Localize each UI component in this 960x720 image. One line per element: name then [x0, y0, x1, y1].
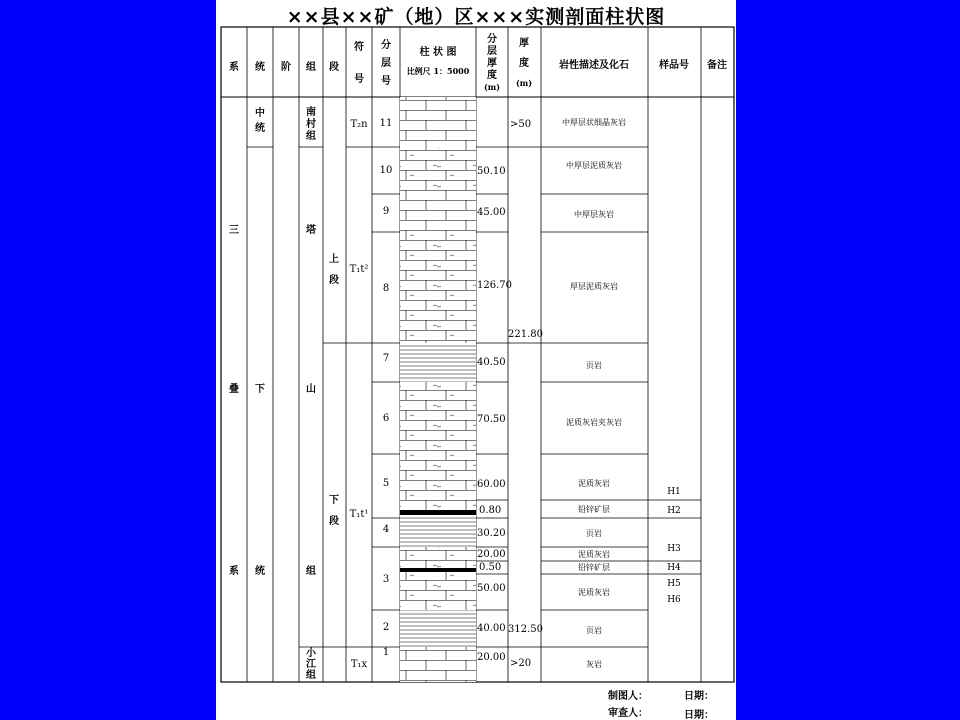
- symbol-tashan-lower: T₁t¹: [349, 509, 369, 520]
- header-layer-no: 号: [381, 76, 391, 87]
- stratigraphic-column-table: [216, 0, 736, 720]
- layer-no: 6: [382, 413, 390, 424]
- formation-nancun: 组: [306, 131, 316, 142]
- formation-xiaojiang: 江: [306, 659, 316, 670]
- layer-thickness: 30.20: [477, 528, 506, 539]
- series-lower: 统: [255, 566, 265, 577]
- layer-no: 1: [382, 647, 390, 658]
- header-thickness: 度: [519, 58, 529, 69]
- sample-no: H5: [667, 579, 681, 589]
- layer-no: 9: [382, 206, 390, 217]
- footer-reviewed-by: 审查人：: [608, 708, 648, 719]
- layer-thickness: 50.10: [477, 166, 506, 177]
- lithology-desc: 铅锌矿层: [578, 505, 610, 514]
- header-remarks: 备注: [707, 60, 727, 71]
- layer-thickness: 126.70: [477, 280, 512, 291]
- header-lithology: 岩性描述及化石: [559, 60, 629, 71]
- header-scale: 比例尺 1：5000: [406, 66, 470, 76]
- layer-thickness: 20.00: [477, 549, 506, 560]
- series-middle: 统: [255, 123, 265, 134]
- series-middle: 中: [255, 108, 265, 119]
- header-formation: 组: [306, 62, 316, 73]
- lithology-desc: 泥质灰岩: [578, 479, 610, 488]
- header-thickness: (m): [515, 78, 533, 88]
- lithology-column: [400, 97, 476, 682]
- sample-no: H3: [667, 544, 681, 554]
- header-stage: 阶: [281, 62, 291, 73]
- lithology-desc: 中厚层灰岩: [574, 210, 614, 219]
- layer-no: 10: [379, 165, 393, 176]
- formation-xiaojiang: 组: [306, 670, 316, 681]
- lithology-desc: 灰岩: [586, 660, 602, 669]
- lithology-desc: 厚层泥质灰岩: [570, 282, 618, 291]
- lithology-desc: 页岩: [586, 361, 602, 370]
- unit-thickness: >20: [510, 658, 532, 669]
- layer-no: 4: [382, 524, 390, 535]
- layer-thickness: 60.00: [477, 479, 506, 490]
- footer-date: 日期：: [684, 710, 714, 720]
- lithology-desc: 铅锌矿层: [578, 563, 610, 572]
- formation-xiaojiang: 小: [306, 648, 316, 659]
- layer-thickness: 45.00: [477, 207, 506, 218]
- header-sample-no: 样品号: [659, 60, 689, 71]
- formation-tashan: 组: [306, 566, 316, 577]
- formation-tashan: 塔: [306, 225, 316, 236]
- footer-drawn-by: 制图人：: [608, 691, 648, 702]
- ore-layer: [400, 568, 476, 572]
- header-layer-no: 分: [381, 40, 391, 51]
- formation-nancun: 南: [306, 107, 316, 118]
- header-layer-thickness: (m): [483, 82, 501, 92]
- footer-date: 日期：: [684, 691, 714, 702]
- sample-no: H6: [667, 595, 681, 605]
- header-layer-thickness: 层: [487, 46, 497, 57]
- layer-no: 5: [382, 478, 390, 489]
- member-lower: 下: [329, 495, 339, 506]
- sample-no: H4: [667, 563, 681, 573]
- member-upper: 上: [329, 254, 339, 265]
- layer-no: 8: [382, 283, 390, 294]
- member-upper: 段: [329, 275, 339, 286]
- header-symbol: 符: [354, 42, 364, 53]
- lithology-desc: 中厚层状细晶灰岩: [562, 118, 626, 127]
- symbol-nancun: T₂n: [350, 119, 368, 130]
- layer-thickness: 40.50: [477, 357, 506, 368]
- header-series: 统: [255, 62, 265, 73]
- header-member: 段: [329, 62, 339, 73]
- layer-thickness: 70.50: [477, 414, 506, 425]
- layer-no: 3: [382, 574, 390, 585]
- formation-tashan: 山: [306, 384, 316, 395]
- layer-no: 2: [382, 622, 390, 633]
- unit-thickness: 221.80: [508, 329, 543, 340]
- layer-thickness: 0.50: [479, 562, 502, 573]
- sample-no: H2: [667, 506, 681, 516]
- lithology-desc: 页岩: [586, 529, 602, 538]
- system-label: 系: [229, 566, 239, 577]
- lithology-desc: 中厚层泥质灰岩: [566, 161, 622, 170]
- lithology-desc: 页岩: [586, 626, 602, 635]
- symbol-tashan-upper: T₁t²: [349, 264, 369, 275]
- unit-thickness: 312.50: [508, 624, 543, 635]
- header-system: 系: [229, 62, 239, 73]
- header-layer-no: 层: [381, 58, 391, 69]
- layer-no: 7: [382, 353, 390, 364]
- system-label: 三: [229, 225, 239, 236]
- series-lower: 下: [255, 384, 265, 395]
- layer-thickness: 50.00: [477, 583, 506, 594]
- header-layer-thickness: 分: [487, 34, 497, 45]
- document-sheet: [216, 0, 736, 720]
- layer-thickness: 40.00: [477, 623, 506, 634]
- header-column: 柱 状 图: [419, 47, 457, 58]
- formation-nancun: 村: [306, 119, 316, 130]
- unit-thickness: >50: [510, 119, 532, 130]
- layer-no: 11: [379, 118, 393, 129]
- header-symbol: 号: [354, 74, 364, 85]
- lithology-desc: 泥质灰岩: [578, 588, 610, 597]
- header-layer-thickness: 度: [487, 70, 497, 81]
- lithology-desc: 泥质灰岩夹灰岩: [566, 418, 622, 427]
- page-title: ××县××矿（地）区×××实测剖面柱状图: [286, 6, 666, 28]
- layer-thickness: 20.00: [477, 652, 506, 663]
- member-lower: 段: [329, 516, 339, 527]
- ore-layer: [400, 510, 476, 515]
- header-layer-thickness: 厚: [487, 58, 497, 69]
- sample-no: H1: [667, 487, 681, 497]
- system-label: 叠: [229, 384, 239, 395]
- header-thickness: 厚: [519, 38, 529, 49]
- lithology-desc: 泥质灰岩: [578, 550, 610, 559]
- layer-thickness: 0.80: [479, 505, 502, 516]
- symbol-xiaojiang: T₁x: [350, 659, 368, 670]
